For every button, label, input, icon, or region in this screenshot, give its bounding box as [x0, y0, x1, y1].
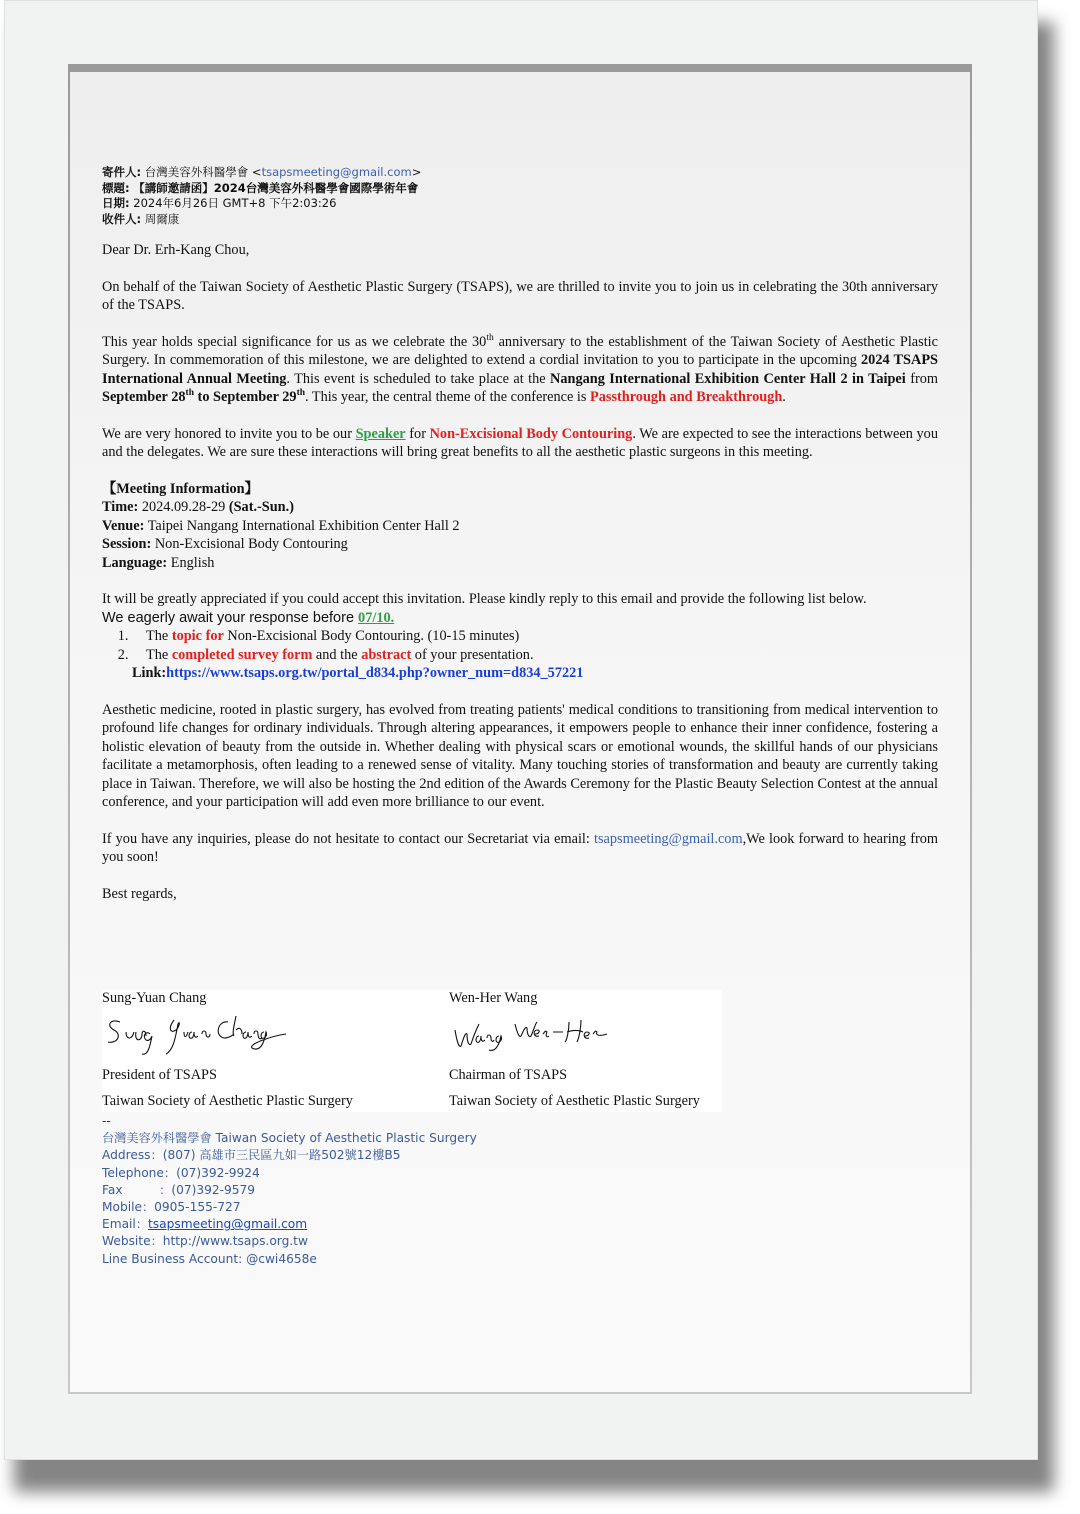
signer-org: Taiwan Society of Aesthetic Plastic Surgery — [102, 1093, 353, 1109]
email-signature-footer — [102, 1113, 477, 1268]
email-header — [102, 165, 938, 227]
signer-title: President of TSAPS — [102, 1067, 217, 1083]
signer-org: Taiwan Society of Aesthetic Plastic Surgery — [449, 1093, 700, 1109]
meeting-info — [102, 480, 938, 573]
session-name: Non-Excisional Body Contouring — [429, 425, 633, 442]
paragraph-invitation: We are very honored to invite you to be our Speaker for Non-Excisional Body Contouring. We are expected to see the interactions between you and the delegates. We are sure these interactions will bring great benefits to all the aesthetic plastic surgeons in this meeting. — [102, 425, 938, 460]
footer-org: 台灣美容外科醫學會 Taiwan Society of Aesthetic Plastic Surgery — [102, 1131, 477, 1146]
meeting-language: Language: English — [102, 554, 215, 571]
handwritten-signature-chairman — [449, 1012, 619, 1062]
request-item-1: 1. The topic for Non-Excisional Body Contouring. (10-15 minutes) — [132, 627, 938, 646]
survey-link[interactable]: https://www.tsaps.org.tw/portal_d834.php?owner_num=d834_57221 — [166, 665, 584, 681]
signer-title: Chairman of TSAPS — [449, 1067, 568, 1083]
meeting-venue: Venue: Taipei Nangang International Exhibition Center Hall 2 — [102, 517, 460, 534]
date-line: 日期: 2024年6月26日 GMT+8 下午2:03:26 — [102, 196, 337, 210]
footer-telephone: Telephone：(07)392-9924 — [102, 1165, 260, 1180]
request-section — [102, 590, 938, 683]
subject-line: 標題: 【講師邀請函】2024台灣美容外科醫學會國際學術年會 — [102, 180, 419, 195]
to-line: 收件人: 周爾康 — [102, 211, 180, 226]
paragraph-anniversary: This year holds special significance for us as we celebrate the 30th anniversary to the establishment of the Taiwan Society of Aesthetic Plastic Surgery. In commemoration of this milestone, we are delighted to extend a cordial invitation to you to participate in the upcoming 2024 TSAPS International Annual Meeting. This event is scheduled to take place at the Nangang International Exhibition Center Hall 2 in Taipei from September 28th to September 29th. This year, the central theme of the conference is Passthrough and Breakthrough. — [102, 332, 938, 405]
theme-text: Passthrough and Breakthrough — [590, 389, 783, 405]
from-line: 寄件人: 台灣美容外科醫學會 <tsapsmeeting@gmail.com> — [102, 165, 422, 179]
from-email-link[interactable]: tsapsmeeting@gmail.com — [261, 165, 412, 179]
deadline-line: We eagerly await your response before 07/10. — [102, 609, 395, 626]
meeting-session: Session: Non-Excisional Body Contouring — [102, 536, 348, 552]
footer-mobile: Mobile：0905-155-727 — [102, 1200, 241, 1215]
meeting-time: Time: 2024.09.28-29 (Sat.-Sun.) — [102, 499, 294, 515]
request-text: It will be greatly appreciated if you could accept this invitation. Please kindly reply to this email and provide the following list below. — [102, 591, 867, 607]
survey-link-line: Link:https://www.tsaps.org.tw/portal_d834.php?owner_num=d834_57221 — [132, 665, 584, 681]
footer-line-account: Line Business Account: @cwi4658e — [102, 1251, 317, 1266]
footer-address: Address：(807) 高雄市三民區九如一路502號12樓B5 — [102, 1148, 401, 1163]
speaker-role: Speaker — [355, 425, 406, 442]
paragraph-aesthetic-medicine: Aesthetic medicine, rooted in plastic surgery, has evolved from treating patients' medical conditions to transitioning from medical intervention to profound life changes for ordinary individuals. Through altering appearances, it empowers people to enhance their inner confidence, fostering a holistic elevation of beauty from the outside in. Whether dealing with physical scars or emotional wounds, the skillful hands of our physicians facilitate a metamorphosis, often leading to a renewed sense of vitality. Many touching stories of transformation and beauty are currently taking place in Taiwan. Therefore, we will also be hosting the 2nd edition of the Awards Ceremony for the Plastic Beauty Selection Contest at the annual conference, and your participation will add even more brilliance to our event. — [102, 701, 938, 810]
meeting-heading: 【Meeting Information】 — [102, 480, 259, 497]
footer-website[interactable]: Website：http://www.tsaps.org.tw — [102, 1234, 308, 1249]
closing: Best regards, — [102, 885, 177, 902]
email-body — [102, 165, 938, 903]
secretariat-email-link[interactable]: tsapsmeeting@gmail.com — [594, 830, 743, 847]
handwritten-signature-president — [102, 1012, 292, 1062]
deadline-date: 07/10. — [358, 609, 395, 626]
signature-table — [102, 990, 722, 1112]
footer-email-line: Email：tsapsmeeting@gmail.com — [102, 1217, 308, 1232]
footer-fax: Fax ：(07)392-9579 — [102, 1182, 256, 1197]
signer-name: Sung-Yuan Chang — [102, 990, 207, 1006]
signature-separator: -- — [102, 1114, 111, 1128]
footer-email-link[interactable]: tsapsmeeting@gmail.com — [148, 1217, 308, 1232]
request-item-2: 2. The completed survey form and the abstract of your presentation. — [132, 646, 938, 665]
paragraph-contact: If you have any inquiries, please do not hesitate to contact our Secretariat via email: tsapsmeeting@gmail.com,We look forward to hearing from you soon! — [102, 830, 938, 865]
signer-name: Wen-Her Wang — [449, 990, 538, 1006]
paragraph-intro: On behalf of the Taiwan Society of Aesthetic Plastic Surgery (TSAPS), we are thrilled to invite you to join us in celebrating the 30th anniversary of the TSAPS. — [102, 278, 938, 313]
greeting: Dear Dr. Erh-Kang Chou, — [102, 242, 250, 258]
